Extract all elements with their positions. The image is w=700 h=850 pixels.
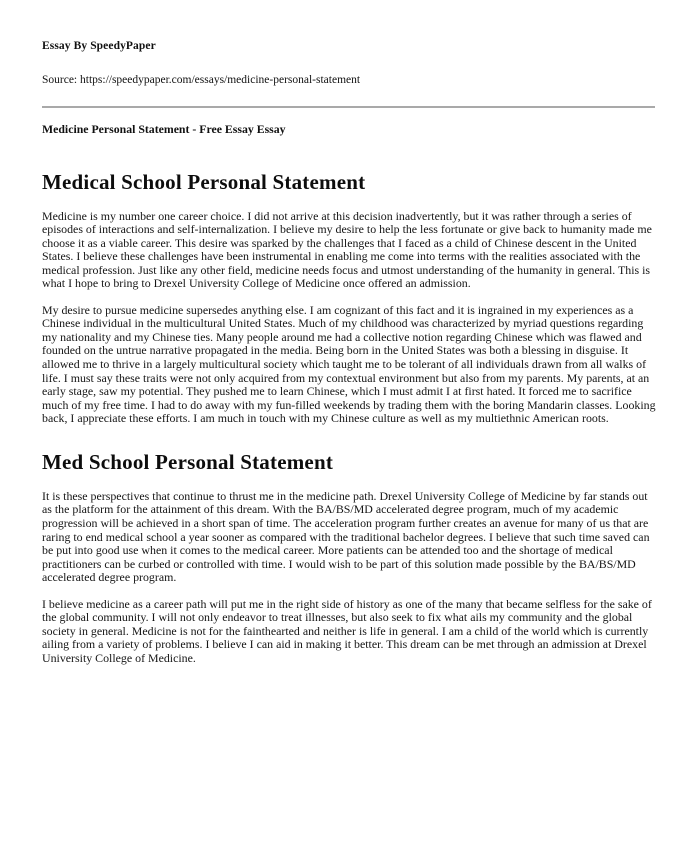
source-url: Source: https://speedypaper.com/essays/medicine-personal-statement bbox=[42, 73, 361, 86]
paragraph: It is these perspectives that continue to thrust me in the medicine path. Drexel University College of Medicine by far stands out as the platform for the attainment of this dream. With the BA/BS/MD accelerated degree program, much of my academic progression will be achieved in a short span of time. The acceleration program further creates an avenue for many of us that are raring to end medical school a year sooner as compared with the traditional bachelor degrees. I believe that such time saved can be put into good use when it comes to the medical career. More patients can be attended too and the shortage of medical practitioners can be curbed or controlled with time. I would wish to be part of this solution made possible by the BA/BS/MD accelerated degree program. bbox=[42, 488, 650, 585]
site-brand: Essay By SpeedyPaper bbox=[42, 40, 156, 52]
header-divider bbox=[42, 106, 655, 108]
paragraph: My desire to pursue medicine supersedes anything else. I am cognizant of this fact and it is ingrained in my experiences as a Chinese individual in the multicultural United States. Much of my childhood was characterized by myriad questions regarding my nationality and my Chinese ties. Many people around me had a collective notion regarding Chinese which was flawed and founded on the untrue narrative propagated in the media. Being born in the United States was both a blessing in disguise. It allowed me to thrive in a largely multicultural society which taught me to be tolerant of all individuals drawn from all walks of life. I must say these traits were not only acquired from my contextual environment but also from my parents. My parents, at an early stage, saw my potential. They pushed me to learn Chinese, which I must admit I at first hated. It forced me to sacrifice much of my free time. I had to do away with my fun-filled weekends by trading them with the boring Mandarin classes. Looking back, I appreciate these efforts. I am much in touch with my Chinese culture as well as my multiethnic American roots. bbox=[42, 302, 656, 426]
section-heading-med-school-personal-statement: Med School Personal Statement bbox=[42, 449, 334, 474]
document-title: Medicine Personal Statement - Free Essay Essay bbox=[42, 121, 286, 136]
paragraph: Medicine is my number one career choice. I did not arrive at this decision inadvertently, but it was rather through a series of episodes of interactions and self-internalization. I believe my desire to help the less fortunate or give back to humanity made me choose it as a viable career. This desire was sparked by the challenges that I faced as a child of Chinese descent in the United States. I believe these challenges have been instrumental in enabling me come into terms with the realities associated with the medical profession. Just like any other field, medicine needs focus and utmost understanding of the humanity in general. This is what I hope to bring to Drexel University College of Medicine once offered an admission. bbox=[42, 208, 652, 291]
section-heading-medical-school-personal-statement: Medical School Personal Statement bbox=[42, 170, 366, 195]
paragraph: I believe medicine as a career path will put me in the right side of history as one of the many that became selfless for the sake of the global community. I will not only endeavor to treat illnesses, but also seek to fix what ails my community and the global society in general. Medicine is not for the fainthearted and neither is life in general. I am a child of the world which is currently ailing from a variety of problems. I believe I can aid in making it better. This dream can be met through an admission at Drexel University College of Medicine. bbox=[42, 596, 652, 665]
